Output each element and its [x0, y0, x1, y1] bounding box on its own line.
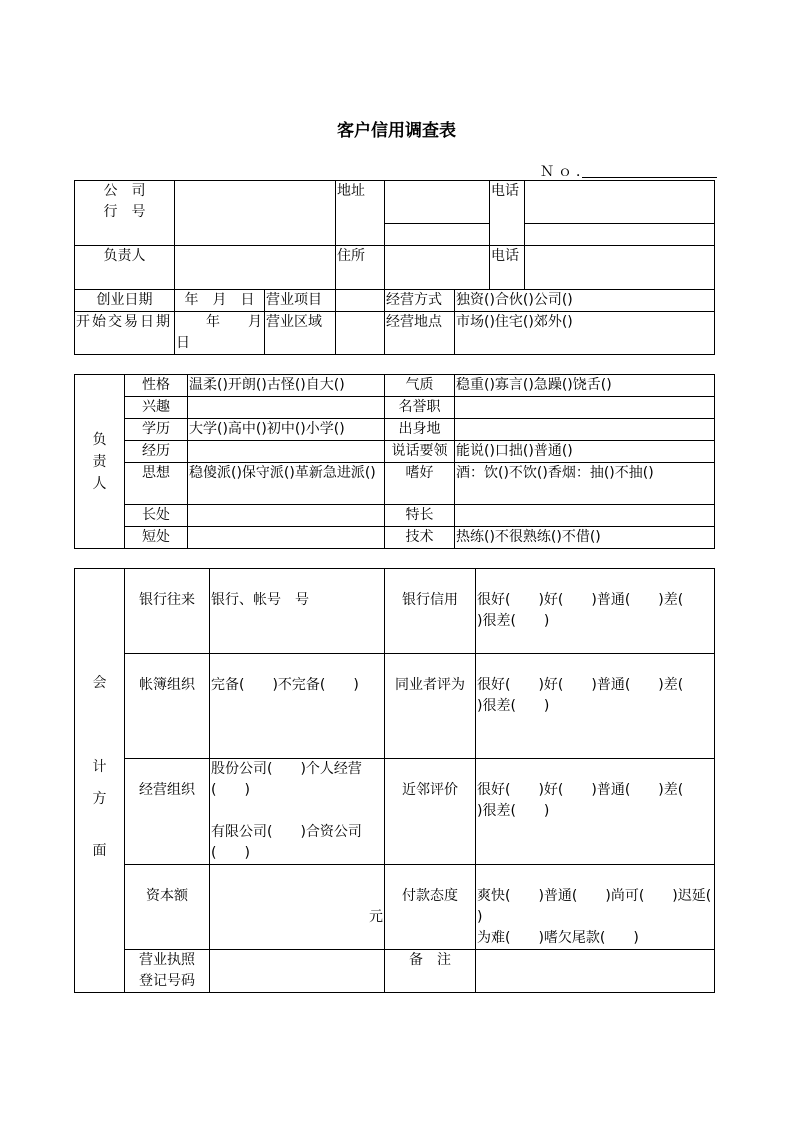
business-mode-options[interactable]: 独资()合伙()公司() [455, 290, 715, 312]
founded-date-field[interactable]: 年 月 日 [175, 290, 265, 312]
phone2-label: 电话 [490, 246, 525, 289]
founded-date-label: 创业日期 [75, 290, 175, 312]
manager-field[interactable] [175, 246, 336, 290]
experience-field[interactable] [188, 441, 385, 463]
phone-label: 电话 [490, 181, 525, 245]
peer-review-options[interactable]: 很好( )好( )普通( )差( )很差( ) [476, 654, 715, 759]
business-place-options[interactable]: 市场()住宅()郊外() [455, 312, 715, 355]
education-options[interactable]: 大学()高中()初中()小学() [188, 419, 385, 441]
phone-cell [490, 181, 715, 246]
remark-label: 备 注 [385, 950, 476, 993]
org-options-line2: 有限公司( )合资公司( ) [211, 824, 362, 861]
neighbor-options[interactable]: 很好( )好( )普通( )差( )很差( ) [476, 759, 715, 865]
honor-post-label: 名誉职 [385, 397, 455, 419]
birthplace-field[interactable] [455, 419, 715, 441]
org-options[interactable] [210, 759, 385, 865]
speech-label: 说话要领 [385, 441, 455, 463]
page-title: 客户信用调查表 [337, 121, 456, 141]
weakness-field[interactable] [188, 527, 385, 549]
start-trade-field[interactable]: 年 月日 [175, 312, 265, 355]
accounting-side-char-1: 会 [92, 675, 107, 691]
birthplace-label: 出身地 [385, 419, 455, 441]
address-label: 地址 [336, 181, 385, 246]
payment-label: 付款态度 [385, 865, 476, 950]
neighbor-label: 近邻评价 [385, 759, 476, 865]
capital-label: 资本额 [125, 865, 210, 950]
manager-side-label [75, 375, 125, 549]
payment-options-line2: 为难( )嗜欠尾款( ) [477, 930, 639, 946]
business-area-field[interactable] [336, 312, 385, 355]
bank-credit-label: 银行信用 [385, 569, 476, 654]
phone2-cell [490, 246, 715, 290]
skill-label: 技术 [385, 527, 455, 549]
start-trade-label: 开始交易日期 [75, 312, 175, 355]
temperament-label: 气质 [385, 375, 455, 397]
education-label: 学历 [125, 419, 188, 441]
business-items-field[interactable] [336, 290, 385, 312]
skill-options[interactable]: 热练()不很熟练()不借() [455, 527, 715, 549]
hobby-label: 兴趣 [125, 397, 188, 419]
hobby-field[interactable] [188, 397, 385, 419]
manager-side-text: 负责人 [92, 431, 107, 492]
accounting-table [74, 568, 740, 993]
phone-field[interactable] [525, 181, 714, 245]
accounting-side-label [75, 569, 125, 993]
books-label: 帐簿组织 [125, 654, 210, 759]
accounting-side-char-2: 计 [92, 759, 107, 775]
specialty-label: 特长 [385, 505, 455, 527]
books-options[interactable]: 完备( )不完备( ) [210, 654, 385, 759]
specialty-field[interactable] [455, 505, 715, 527]
phone2-field[interactable] [525, 246, 714, 289]
bank-account-field[interactable]: 银行、帐号 号 [210, 569, 385, 654]
accounting-side-char-4: 面 [92, 843, 107, 859]
honor-post-field[interactable] [455, 397, 715, 419]
number-label: Ｎｏ． [540, 164, 594, 180]
weakness-label: 短处 [125, 527, 188, 549]
company-field[interactable] [175, 181, 336, 246]
strength-label: 长处 [125, 505, 188, 527]
capital-field[interactable] [210, 865, 385, 950]
payment-options-line1: 爽快( )普通( )尚可( )迟延( ) [477, 888, 740, 925]
habit-label: 嗜好 [385, 463, 455, 505]
accounting-side-char-3: 方 [92, 791, 107, 807]
manager-label: 负责人 [75, 246, 175, 290]
temperament-options[interactable]: 稳重()寡言()急躁()饶舌() [455, 375, 715, 397]
number-field[interactable] [582, 177, 717, 178]
residence-label: 住所 [336, 246, 385, 290]
yuan-unit: 元 [369, 909, 383, 925]
payment-options[interactable] [476, 865, 740, 950]
address-field[interactable] [385, 181, 490, 246]
experience-label: 经历 [125, 441, 188, 463]
company-label: 公 司 行 号 [75, 181, 175, 246]
business-area-label: 营业区域 [265, 312, 336, 355]
manager-info-table [74, 374, 715, 549]
peer-review-label: 同业者评为 [385, 654, 476, 759]
speech-options[interactable]: 能说()口拙()普通() [455, 441, 715, 463]
personality-options[interactable]: 温柔()开朗()古怪()自大() [188, 375, 385, 397]
thought-label: 思想 [125, 463, 188, 505]
residence-field[interactable] [385, 246, 490, 290]
company-info-table [74, 180, 715, 355]
business-mode-label: 经营方式 [385, 290, 455, 312]
personality-label: 性格 [125, 375, 188, 397]
license-field[interactable] [210, 950, 385, 993]
business-items-label: 营业项目 [265, 290, 336, 312]
org-options-line1: 股份公司( )个人经营( ) [211, 761, 362, 798]
bank-dealing-label: 银行往来 [125, 569, 210, 654]
org-label: 经营组织 [125, 759, 210, 865]
remark-field[interactable] [476, 950, 715, 993]
strength-field[interactable] [188, 505, 385, 527]
bank-credit-options[interactable]: 很好( )好( )普通( )差( )很差( ) [476, 569, 715, 654]
license-label: 营业执照 登记号码 [125, 950, 210, 993]
business-place-label: 经营地点 [385, 312, 455, 355]
thought-options[interactable]: 稳傻派()保守派()革新急进派() [188, 463, 385, 505]
habit-options[interactable]: 酒：饮()不饮()香烟：抽()不抽() [455, 463, 715, 505]
